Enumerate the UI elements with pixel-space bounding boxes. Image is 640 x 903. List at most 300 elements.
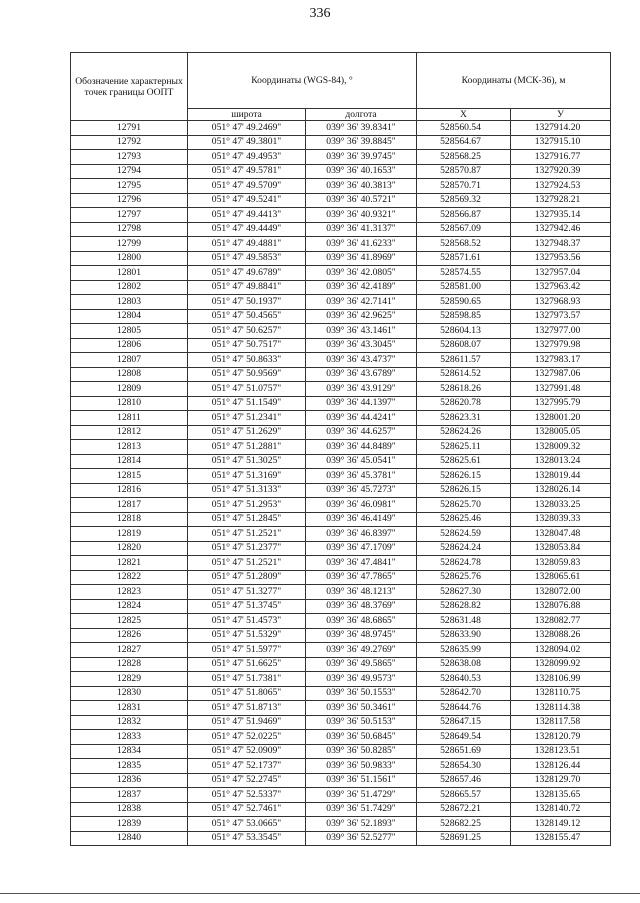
point-id: 12829 <box>71 672 188 687</box>
longitude-cell: 039° 36' 41.8969" <box>306 251 417 266</box>
point-id: 12814 <box>71 454 188 469</box>
longitude-cell: 039° 36' 48.9745" <box>306 628 417 643</box>
point-id: 12804 <box>71 309 188 324</box>
y-cell: 1327995.79 <box>511 396 611 411</box>
x-cell: 528682.25 <box>417 817 511 832</box>
x-cell: 528623.31 <box>417 411 511 426</box>
longitude-cell: 039° 36' 41.6233" <box>306 237 417 252</box>
y-cell: 1327973.57 <box>511 309 611 324</box>
table-row <box>71 222 611 237</box>
point-id: 12840 <box>71 831 188 846</box>
table-row <box>71 324 611 339</box>
x-cell: 528570.87 <box>417 164 511 179</box>
table-row <box>71 715 611 730</box>
x-cell: 528581.00 <box>417 280 511 295</box>
table-row <box>71 396 611 411</box>
y-cell: 1328009.32 <box>511 440 611 455</box>
longitude-cell: 039° 36' 50.9833" <box>306 759 417 774</box>
x-cell: 528567.09 <box>417 222 511 237</box>
x-cell: 528618.26 <box>417 382 511 397</box>
x-cell: 528631.48 <box>417 614 511 629</box>
y-cell: 1328094.02 <box>511 643 611 658</box>
longitude-cell: 039° 36' 45.7273" <box>306 483 417 498</box>
longitude-cell: 039° 36' 49.2769" <box>306 643 417 658</box>
longitude-cell: 039° 36' 50.8285" <box>306 744 417 759</box>
table-row <box>71 817 611 832</box>
point-id: 12798 <box>71 222 188 237</box>
table-row <box>71 498 611 513</box>
latitude-cell: 051° 47' 51.7381" <box>188 672 306 687</box>
table-row <box>71 309 611 324</box>
y-cell: 1327983.17 <box>511 353 611 368</box>
longitude-cell: 039° 36' 47.1709" <box>306 541 417 556</box>
table-row <box>71 150 611 165</box>
latitude-cell: 051° 47' 51.2881" <box>188 440 306 455</box>
latitude-cell: 051° 47' 49.5781" <box>188 164 306 179</box>
point-id: 12838 <box>71 802 188 817</box>
latitude-cell: 051° 47' 51.3133" <box>188 483 306 498</box>
x-cell: 528566.87 <box>417 208 511 223</box>
y-cell: 1328082.77 <box>511 614 611 629</box>
x-cell: 528626.15 <box>417 483 511 498</box>
longitude-cell: 039° 36' 50.6845" <box>306 730 417 745</box>
point-id: 12833 <box>71 730 188 745</box>
y-cell: 1327915.10 <box>511 135 611 150</box>
point-id: 12827 <box>71 643 188 658</box>
x-cell: 528628.82 <box>417 599 511 614</box>
y-cell: 1328099.92 <box>511 657 611 672</box>
longitude-cell: 039° 36' 45.0541" <box>306 454 417 469</box>
page-number: 336 <box>309 6 331 21</box>
latitude-cell: 051° 47' 49.4413" <box>188 208 306 223</box>
y-cell: 1327953.56 <box>511 251 611 266</box>
point-id: 12823 <box>71 585 188 600</box>
longitude-cell: 039° 36' 51.7429" <box>306 802 417 817</box>
y-cell: 1327935.14 <box>511 208 611 223</box>
longitude-cell: 039° 36' 48.6865" <box>306 614 417 629</box>
x-cell: 528651.69 <box>417 744 511 759</box>
table-row <box>71 135 611 150</box>
x-cell: 528625.70 <box>417 498 511 513</box>
y-header: У <box>511 109 611 121</box>
x-cell: 528568.52 <box>417 237 511 252</box>
point-id: 12816 <box>71 483 188 498</box>
table-row <box>71 643 611 658</box>
point-id: 12802 <box>71 280 188 295</box>
y-cell: 1327920.39 <box>511 164 611 179</box>
latitude-cell: 051° 47' 51.3745" <box>188 599 306 614</box>
longitude-cell: 039° 36' 40.5721" <box>306 193 417 208</box>
table-row <box>71 411 611 426</box>
table-row <box>71 266 611 281</box>
point-id: 12822 <box>71 570 188 585</box>
latitude-cell: 051° 47' 51.2629" <box>188 425 306 440</box>
table-row <box>71 701 611 716</box>
x-cell: 528635.99 <box>417 643 511 658</box>
table-row <box>71 773 611 788</box>
latitude-cell: 051° 47' 51.2521" <box>188 556 306 571</box>
point-id: 12791 <box>71 121 188 136</box>
point-id: 12839 <box>71 817 188 832</box>
longitude-cell: 039° 36' 42.7141" <box>306 295 417 310</box>
table-row <box>71 382 611 397</box>
wgs-header: Координаты (WGS-84), ° <box>188 53 417 109</box>
x-cell: 528691.25 <box>417 831 511 846</box>
y-cell: 1327991.48 <box>511 382 611 397</box>
table-row <box>71 657 611 672</box>
y-cell: 1327987.06 <box>511 367 611 382</box>
point-id: 12818 <box>71 512 188 527</box>
latitude-cell: 051° 47' 51.2521" <box>188 527 306 542</box>
longitude-header: долгота <box>306 109 417 121</box>
point-id: 12810 <box>71 396 188 411</box>
point-id: 12801 <box>71 266 188 281</box>
longitude-cell: 039° 36' 47.7865" <box>306 570 417 585</box>
table-row <box>71 280 611 295</box>
point-id: 12809 <box>71 382 188 397</box>
latitude-cell: 051° 47' 49.5853" <box>188 251 306 266</box>
x-cell: 528665.57 <box>417 788 511 803</box>
longitude-cell: 039° 36' 50.3461" <box>306 701 417 716</box>
latitude-cell: 051° 47' 50.6257" <box>188 324 306 339</box>
longitude-cell: 039° 36' 39.9745" <box>306 150 417 165</box>
latitude-cell: 051° 47' 50.4565" <box>188 309 306 324</box>
y-cell: 1328117.58 <box>511 715 611 730</box>
point-id: 12807 <box>71 353 188 368</box>
point-id: 12812 <box>71 425 188 440</box>
latitude-cell: 051° 47' 52.7461" <box>188 802 306 817</box>
latitude-cell: 051° 47' 49.4881" <box>188 237 306 252</box>
x-header: X <box>417 109 511 121</box>
x-cell: 528649.54 <box>417 730 511 745</box>
point-id: 12835 <box>71 759 188 774</box>
y-cell: 1328123.51 <box>511 744 611 759</box>
point-id: 12834 <box>71 744 188 759</box>
table-row <box>71 556 611 571</box>
y-cell: 1328110.75 <box>511 686 611 701</box>
longitude-cell: 039° 36' 39.8341" <box>306 121 417 136</box>
latitude-cell: 051° 47' 51.5329" <box>188 628 306 643</box>
point-id: 12797 <box>71 208 188 223</box>
table-row <box>71 512 611 527</box>
longitude-cell: 039° 36' 43.1461" <box>306 324 417 339</box>
point-id: 12817 <box>71 498 188 513</box>
x-cell: 528654.30 <box>417 759 511 774</box>
x-cell: 528611.57 <box>417 353 511 368</box>
x-cell: 528624.24 <box>417 541 511 556</box>
table-row <box>71 628 611 643</box>
x-cell: 528638.08 <box>417 657 511 672</box>
longitude-cell: 039° 36' 50.5153" <box>306 715 417 730</box>
latitude-cell: 051° 47' 49.2469" <box>188 121 306 136</box>
point-id: 12805 <box>71 324 188 339</box>
point-id: 12820 <box>71 541 188 556</box>
y-cell: 1327928.21 <box>511 193 611 208</box>
latitude-cell: 051° 47' 52.1737" <box>188 759 306 774</box>
latitude-cell: 051° 47' 52.0909" <box>188 744 306 759</box>
table-row <box>71 744 611 759</box>
y-cell: 1328001.20 <box>511 411 611 426</box>
y-cell: 1328155.47 <box>511 831 611 846</box>
table-row <box>71 338 611 353</box>
latitude-cell: 051° 47' 52.0225" <box>188 730 306 745</box>
y-cell: 1328140.72 <box>511 802 611 817</box>
x-cell: 528624.59 <box>417 527 511 542</box>
table-row <box>71 295 611 310</box>
table-body <box>71 121 611 846</box>
y-cell: 1327977.00 <box>511 324 611 339</box>
x-cell: 528574.55 <box>417 266 511 281</box>
x-cell: 528625.76 <box>417 570 511 585</box>
point-id: 12824 <box>71 599 188 614</box>
y-cell: 1327968.93 <box>511 295 611 310</box>
point-id: 12830 <box>71 686 188 701</box>
y-cell: 1327963.42 <box>511 280 611 295</box>
table-row <box>71 164 611 179</box>
table-row <box>71 788 611 803</box>
latitude-cell: 051° 47' 50.9569" <box>188 367 306 382</box>
point-id: 12813 <box>71 440 188 455</box>
latitude-cell: 051° 47' 49.5241" <box>188 193 306 208</box>
table-row <box>71 237 611 252</box>
latitude-cell: 051° 47' 51.3025" <box>188 454 306 469</box>
longitude-cell: 039° 36' 43.4737" <box>306 353 417 368</box>
table-row <box>71 208 611 223</box>
table-row <box>71 686 611 701</box>
y-cell: 1328033.25 <box>511 498 611 513</box>
table-row <box>71 802 611 817</box>
table-row <box>71 454 611 469</box>
longitude-cell: 039° 36' 44.6257" <box>306 425 417 440</box>
y-cell: 1327916.77 <box>511 150 611 165</box>
latitude-cell: 051° 47' 53.0665" <box>188 817 306 832</box>
longitude-cell: 039° 36' 43.3045" <box>306 338 417 353</box>
longitude-cell: 039° 36' 46.8397" <box>306 527 417 542</box>
point-id: 12792 <box>71 135 188 150</box>
latitude-cell: 051° 47' 51.4573" <box>188 614 306 629</box>
latitude-cell: 051° 47' 51.2845" <box>188 512 306 527</box>
latitude-cell: 051° 47' 53.3545" <box>188 831 306 846</box>
x-cell: 528627.30 <box>417 585 511 600</box>
latitude-cell: 051° 47' 51.2809" <box>188 570 306 585</box>
y-cell: 1328120.79 <box>511 730 611 745</box>
table-row <box>71 440 611 455</box>
point-id: 12837 <box>71 788 188 803</box>
latitude-cell: 051° 47' 50.1937" <box>188 295 306 310</box>
x-cell: 528657.46 <box>417 773 511 788</box>
y-cell: 1327924.53 <box>511 179 611 194</box>
x-cell: 528647.15 <box>417 715 511 730</box>
longitude-cell: 039° 36' 51.4729" <box>306 788 417 803</box>
longitude-cell: 039° 36' 47.4841" <box>306 556 417 571</box>
x-cell: 528620.78 <box>417 396 511 411</box>
longitude-cell: 039° 36' 42.0805" <box>306 266 417 281</box>
y-cell: 1328114.38 <box>511 701 611 716</box>
latitude-cell: 051° 47' 51.2341" <box>188 411 306 426</box>
latitude-cell: 051° 47' 49.4953" <box>188 150 306 165</box>
table-row <box>71 541 611 556</box>
x-cell: 528624.26 <box>417 425 511 440</box>
latitude-cell: 051° 47' 50.7517" <box>188 338 306 353</box>
table-row <box>71 585 611 600</box>
longitude-cell: 039° 36' 40.9321" <box>306 208 417 223</box>
table-row <box>71 570 611 585</box>
longitude-cell: 039° 36' 43.6789" <box>306 367 417 382</box>
latitude-cell: 051° 47' 51.2953" <box>188 498 306 513</box>
longitude-cell: 039° 36' 44.4241" <box>306 411 417 426</box>
latitude-header: широта <box>188 109 306 121</box>
y-cell: 1328019.44 <box>511 469 611 484</box>
coordinates-table <box>70 52 611 846</box>
y-cell: 1327914.20 <box>511 121 611 136</box>
x-cell: 528568.25 <box>417 150 511 165</box>
x-cell: 528569.32 <box>417 193 511 208</box>
latitude-cell: 051° 47' 49.6789" <box>188 266 306 281</box>
y-cell: 1327942.46 <box>511 222 611 237</box>
x-cell: 528604.13 <box>417 324 511 339</box>
footer-divider <box>0 893 640 894</box>
longitude-cell: 039° 36' 46.4149" <box>306 512 417 527</box>
point-id: 12808 <box>71 367 188 382</box>
y-cell: 1328088.26 <box>511 628 611 643</box>
latitude-cell: 051° 47' 49.3801" <box>188 135 306 150</box>
y-cell: 1328026.14 <box>511 483 611 498</box>
table-row <box>71 759 611 774</box>
point-id: 12811 <box>71 411 188 426</box>
latitude-cell: 051° 47' 51.8065" <box>188 686 306 701</box>
longitude-cell: 039° 36' 49.9573" <box>306 672 417 687</box>
latitude-cell: 051° 47' 49.5709" <box>188 179 306 194</box>
msk-header: Координаты (МСК-36), м <box>417 53 611 109</box>
x-cell: 528625.46 <box>417 512 511 527</box>
table-row <box>71 353 611 368</box>
latitude-cell: 051° 47' 51.6625" <box>188 657 306 672</box>
longitude-cell: 039° 36' 48.1213" <box>306 585 417 600</box>
point-id: 12794 <box>71 164 188 179</box>
point-id: 12793 <box>71 150 188 165</box>
latitude-cell: 051° 47' 50.8633" <box>188 353 306 368</box>
table-row <box>71 193 611 208</box>
y-cell: 1328106.99 <box>511 672 611 687</box>
x-cell: 528571.61 <box>417 251 511 266</box>
table-row <box>71 614 611 629</box>
table-row <box>71 469 611 484</box>
designation-header: Обозначение характерных точек границы ООПТ <box>71 53 188 121</box>
longitude-cell: 039° 36' 44.8489" <box>306 440 417 455</box>
point-id: 12819 <box>71 527 188 542</box>
table-row <box>71 425 611 440</box>
longitude-cell: 039° 36' 43.9129" <box>306 382 417 397</box>
point-id: 12799 <box>71 237 188 252</box>
longitude-cell: 039° 36' 48.3769" <box>306 599 417 614</box>
latitude-cell: 051° 47' 51.3169" <box>188 469 306 484</box>
y-cell: 1328059.83 <box>511 556 611 571</box>
longitude-cell: 039° 36' 45.3781" <box>306 469 417 484</box>
y-cell: 1328053.84 <box>511 541 611 556</box>
longitude-cell: 039° 36' 40.3813" <box>306 179 417 194</box>
table-row <box>71 672 611 687</box>
longitude-cell: 039° 36' 39.8845" <box>306 135 417 150</box>
table-row <box>71 831 611 846</box>
table-row <box>71 527 611 542</box>
table-row <box>71 251 611 266</box>
point-id: 12796 <box>71 193 188 208</box>
latitude-cell: 051° 47' 49.8841" <box>188 280 306 295</box>
x-cell: 528625.11 <box>417 440 511 455</box>
point-id: 12828 <box>71 657 188 672</box>
point-id: 12800 <box>71 251 188 266</box>
point-id: 12815 <box>71 469 188 484</box>
y-cell: 1328135.65 <box>511 788 611 803</box>
latitude-cell: 051° 47' 51.2377" <box>188 541 306 556</box>
table-row <box>71 483 611 498</box>
latitude-cell: 051° 47' 51.0757" <box>188 382 306 397</box>
x-cell: 528625.61 <box>417 454 511 469</box>
point-id: 12836 <box>71 773 188 788</box>
longitude-cell: 039° 36' 52.1893" <box>306 817 417 832</box>
y-cell: 1328076.88 <box>511 599 611 614</box>
x-cell: 528564.67 <box>417 135 511 150</box>
latitude-cell: 051° 47' 51.8713" <box>188 701 306 716</box>
longitude-cell: 039° 36' 51.1561" <box>306 773 417 788</box>
y-cell: 1328013.24 <box>511 454 611 469</box>
y-cell: 1328072.00 <box>511 585 611 600</box>
x-cell: 528626.15 <box>417 469 511 484</box>
table-row <box>71 599 611 614</box>
point-id: 12803 <box>71 295 188 310</box>
x-cell: 528633.90 <box>417 628 511 643</box>
table-row <box>71 179 611 194</box>
x-cell: 528642.70 <box>417 686 511 701</box>
x-cell: 528640.53 <box>417 672 511 687</box>
y-cell: 1328047.48 <box>511 527 611 542</box>
y-cell: 1327979.98 <box>511 338 611 353</box>
x-cell: 528598.85 <box>417 309 511 324</box>
longitude-cell: 039° 36' 49.5865" <box>306 657 417 672</box>
longitude-cell: 039° 36' 52.5277" <box>306 831 417 846</box>
y-cell: 1328129.70 <box>511 773 611 788</box>
y-cell: 1328126.44 <box>511 759 611 774</box>
x-cell: 528560.54 <box>417 121 511 136</box>
y-cell: 1328039.33 <box>511 512 611 527</box>
longitude-cell: 039° 36' 40.1653" <box>306 164 417 179</box>
y-cell: 1328005.05 <box>511 425 611 440</box>
latitude-cell: 051° 47' 51.5977" <box>188 643 306 658</box>
longitude-cell: 039° 36' 46.0981" <box>306 498 417 513</box>
x-cell: 528644.76 <box>417 701 511 716</box>
longitude-cell: 039° 36' 42.4189" <box>306 280 417 295</box>
y-cell: 1327957.04 <box>511 266 611 281</box>
x-cell: 528608.07 <box>417 338 511 353</box>
latitude-cell: 051° 47' 51.1549" <box>188 396 306 411</box>
x-cell: 528590.65 <box>417 295 511 310</box>
point-id: 12825 <box>71 614 188 629</box>
latitude-cell: 051° 47' 51.9469" <box>188 715 306 730</box>
y-cell: 1328065.61 <box>511 570 611 585</box>
latitude-cell: 051° 47' 52.5337" <box>188 788 306 803</box>
latitude-cell: 051° 47' 51.3277" <box>188 585 306 600</box>
latitude-cell: 051° 47' 52.2745" <box>188 773 306 788</box>
table-row <box>71 367 611 382</box>
x-cell: 528570.71 <box>417 179 511 194</box>
x-cell: 528614.52 <box>417 367 511 382</box>
point-id: 12821 <box>71 556 188 571</box>
latitude-cell: 051° 47' 49.4449" <box>188 222 306 237</box>
table-row <box>71 121 611 136</box>
point-id: 12806 <box>71 338 188 353</box>
point-id: 12826 <box>71 628 188 643</box>
y-cell: 1327948.37 <box>511 237 611 252</box>
